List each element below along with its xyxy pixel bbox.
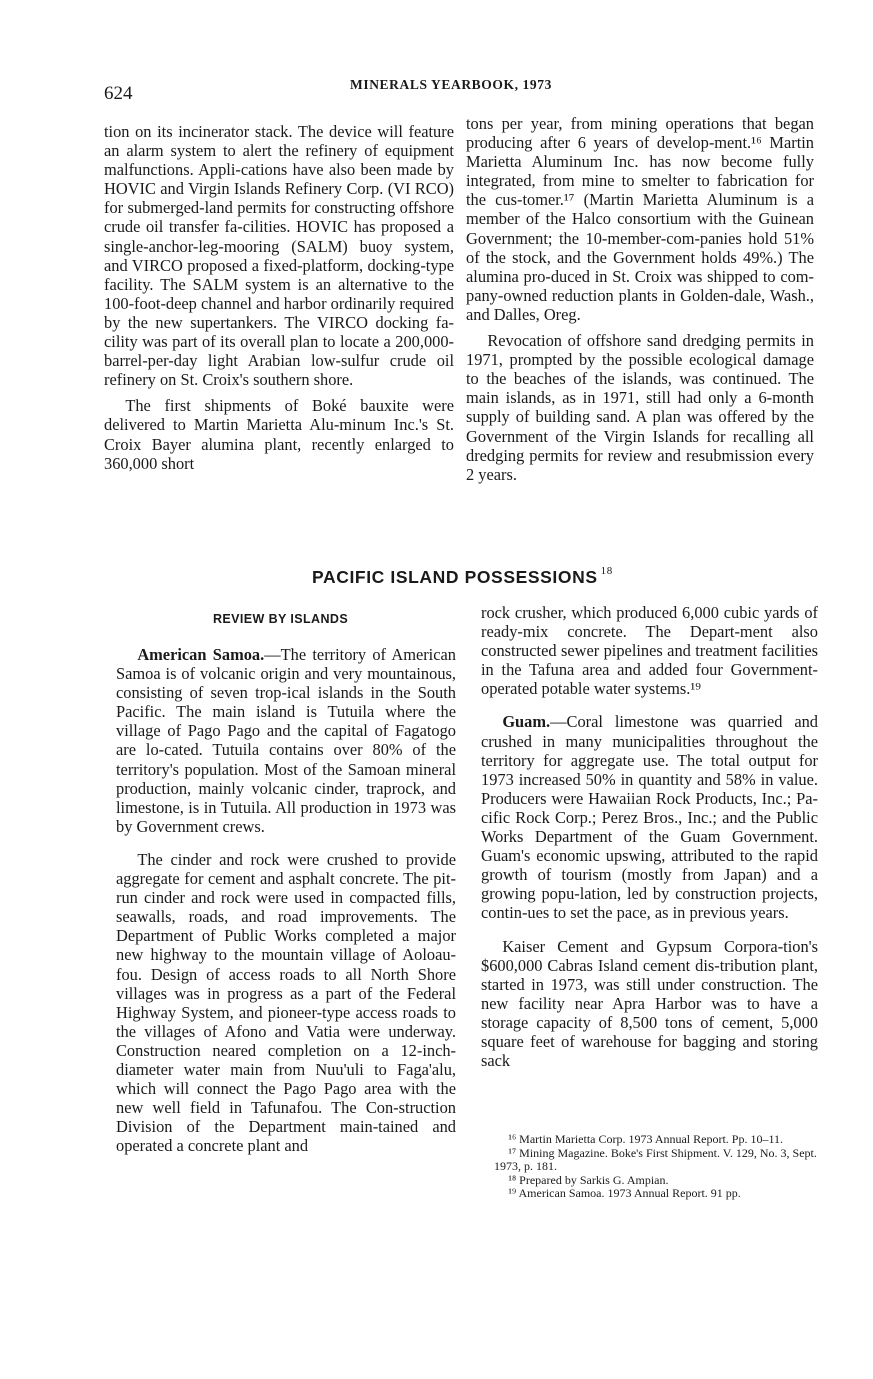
upper-left-column [104, 122, 454, 473]
page-number: 624 [104, 83, 133, 104]
guam-paragraph [481, 712, 818, 922]
subheading-review-by-islands: REVIEW BY ISLANDS [213, 612, 349, 626]
cinder-rock-paragraph: The cinder and rock were crushed to provide aggregate for cement and asphalt concrete. The pit-run cinder and rock were used in compacted fills, seawalls, roads, and road improvements. The Department of Public Works completed a major new highway to the mountain village of Aoloau-fou. Design of access roads to all North Shore villages was in progress as a part of the Federal Highway System, and pioneer-type access roads to the villages of Afono and Vatia were underway. Construction neared completion on a 12-inch-diameter water main from Nuu'uli to Faga'alu, which will connect the Pago Pago area with the new well field in Tafunafou. The Con-struction Division of the Department main-tained and operated a concrete plant and [116, 849, 456, 1156]
footnote-17: ¹⁷ Mining Magazine. Boke's First Shipment. V. 129, No. 3, Sept. 1973, p. 181. [494, 1145, 817, 1173]
footnote-18: ¹⁸ Prepared by Sarkis G. Ampian. [508, 1172, 669, 1187]
incinerator-paragraph: tion on its incinerator stack. The device will feature an alarm system to alert the refinery of equipment malfunctions. Appli-cations have also been made by HOVIC and Virgin Islands Refinery Corp. (VI RCO) for submerged-land permits for constructing offshore crude oil transfer fa-cilities. HOVIC has proposed a single-anchor-leg-mooring (SALM) buoy system, and VIRCO proposed a fixed-platform, docking-type facility. The SALM system is an alternative to the 100-foot-deep channel and harbor ordinarily required by the new supertankers. The VIRCO docking fa-cility was part of its overall plan to locate a 200,000-barrel-per-day light Arabian low-sulfur crude oil refinery on St. Croix's southern shore. [104, 122, 454, 390]
section-footnote-ref: 18 [600, 565, 613, 577]
footnotes [494, 1133, 830, 1201]
running-head: MINERALS YEARBOOK, 1973 [350, 77, 552, 92]
guam-runin: Guam. [502, 712, 551, 732]
lower-right-column [481, 603, 818, 1070]
footnote-16: ¹⁶ Martin Marietta Corp. 1973 Annual Report. Pp. 10–11. [508, 1132, 784, 1146]
alumina-paragraph: tons per year, from mining operations that began producing after 6 years of develop-ment.¹⁶ Martin Marietta Aluminum Inc. has now become fully integrated, from mine to smelter to fabrication for the cus-tomer.¹⁷ (Martin Marietta Aluminum is a member of the Halco consortium with the Guinean Government; the 10-member-com-panies hold 51% of the stock, and the Government holds 49%.) The alumina pro-duced in St. Croix was shipped to com-pany-owned reduction plants in Golden-dale, Wash., and Dalles, Oreg. [466, 114, 814, 324]
section-title-text: PACIFIC ISLAND POSSESSIONS [312, 567, 598, 587]
section-title [312, 567, 613, 588]
dredging-paragraph: Revocation of offshore sand dredging permits in 1971, prompted by the possible ecological damage to the beaches of the islands, was continued. The main islands, as in 1971, still had only a 6-month supply of building sand. A plan was offered by the Government of the Virgin Islands for recalling all dredging permits for review and resubmission every 2 years. [466, 331, 814, 484]
footnote-19: ¹⁹ American Samoa. 1973 Annual Report. 91 pp. [508, 1186, 741, 1200]
kaiser-cement-paragraph: Kaiser Cement and Gypsum Corpora-tion's $600,000 Cabras Island cement dis-tribution plant, started in 1973, was still under construction. The new facility near Apra Harbor was to have a storage capacity of 8,500 tons of cement, 5,000 square feet of warehouse for bagging and storing sack [481, 936, 818, 1071]
american-samoa-runin: American Samoa. [137, 645, 265, 664]
american-samoa-paragraph [116, 645, 456, 836]
bauxite-paragraph: The first shipments of Boké bauxite were delivered to Martin Marietta Alu-minum Inc.'s St. Croix Bayer alumina plant, recently enlarged to 360,000 short [104, 396, 454, 473]
rock-crusher-paragraph: rock crusher, which produced 6,000 cubic yards of ready-mix concrete. The Depart-ment also constructed sewer pipelines and treatment facilities in the Tafuna area and added four Government-operated potable water systems.¹⁹ [481, 603, 818, 699]
lower-left-column [116, 645, 456, 1155]
upper-right-column [466, 114, 814, 484]
guam-text: —Coral limestone was quarried and crushed in many municipalities throughout the territory for aggregate use. The total output for 1973 increased 50% in quantity and 58% in value. Producers were Hawaiian Rock Products, Inc.; Pa-cific Rock Corp.; Perez Bros., Inc.; and the Public Works Department of the Guam Government. Guam's economic upswing, attributed to the rapid growth of tourism (mostly from Japan) and a growing popu-lation, led by construction projects, contin-ues to set the pace, as in previous years. [481, 712, 818, 923]
american-samoa-text: —The territory of American Samoa is of volcanic origin and very mountainous, consisting of seven trop-ical islands in the South Pacific. The main island is Tutuila where the village of Pago Pago and the capital of Fagatogo are lo-cated. Tutuila contains over 80% of the territory's population. Most of the Samoan mineral production, mainly volcanic cinder, traprock, and limestone, is in Tutuila. All production in 1973 was by Government crews. [116, 645, 456, 836]
